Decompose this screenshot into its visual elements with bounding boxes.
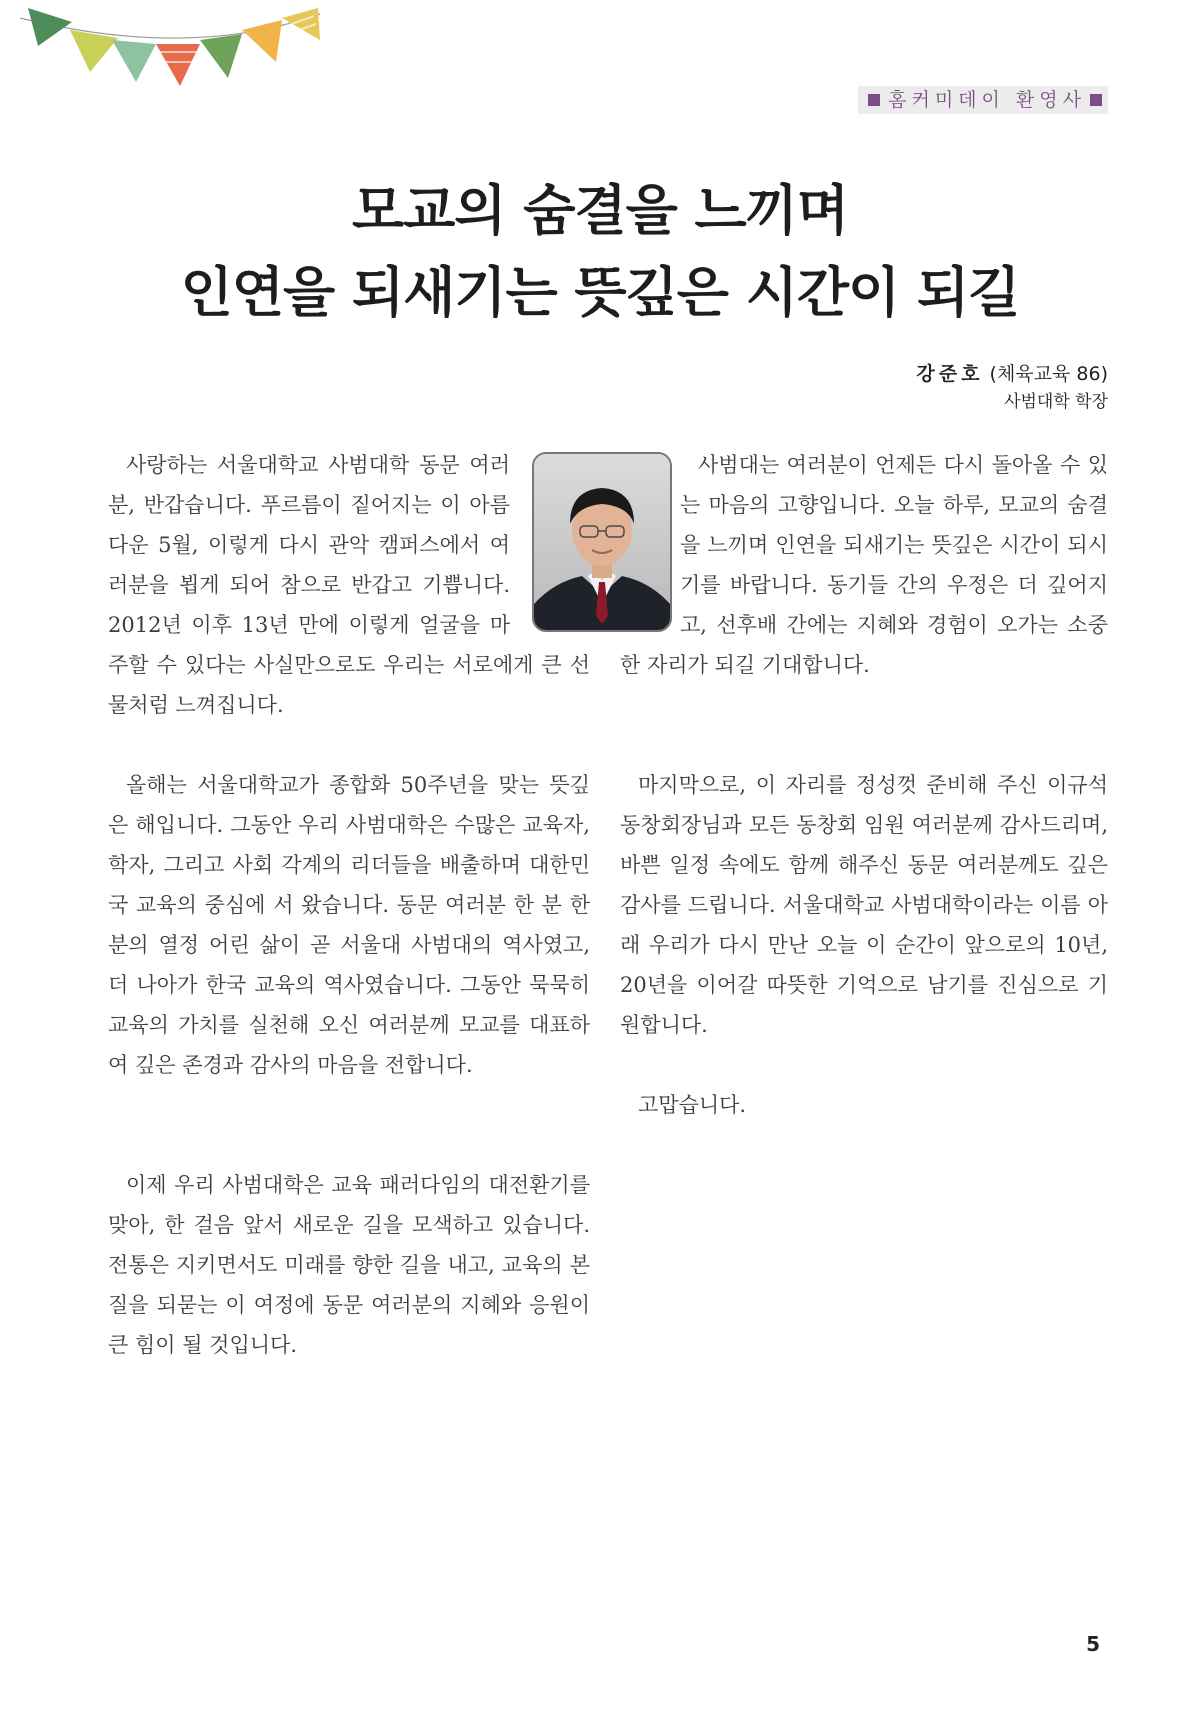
page-title: [0, 170, 1200, 334]
section-tag: [858, 86, 1108, 114]
bunting-flag: [112, 40, 156, 82]
paragraph-6: 고맙습니다.: [638, 1093, 747, 1117]
author-name: 강준호: [916, 363, 984, 385]
tag-square-icon: [868, 94, 880, 106]
photo-wrap-spacer: [510, 445, 590, 621]
bunting-flag: [70, 30, 118, 72]
author-block: [916, 360, 1108, 416]
bunting-flag: [242, 20, 282, 62]
author-affiliation: (체육교육 86): [989, 363, 1108, 385]
paragraph-4: 사범대는 여러분이 언제든 다시 돌아올 수 있는 마음의 고향입니다. 오늘 하루, 모교의 숨결을 느끼며 인연을 되새기는 뜻깊은 시간이 되시기를 바랍니다. 동기들 간의 우정은 더 깊어지고, 선후배 간에는 지혜와 경험이 오가는 소중한 자리가 되길 기대합니다.: [620, 445, 1108, 685]
page-number: 5: [1086, 1632, 1100, 1656]
paragraph-5: 마지막으로, 이 자리를 정성껏 준비해 주신 이규석 동창회장님과 모든 동창회 임원 여러분께 감사드리며, 바쁜 일정 속에도 함께 해주신 동문 여러분께도 깊은 감사를 드립니다. 서울대학교 사범대학이라는 이름 아래 우리가 다시 만난 오늘 이 순간이 앞으로의 10년, 20년을 이어갈 따뜻한 기억으로 남기를 진심으로 기원합니다.: [620, 773, 1108, 1037]
paragraph-1: 사랑하는 서울대학교 사범대학 동문 여러분, 반갑습니다. 푸르름이 짙어지는 이 아름다운 5월, 이렇게 다시 관악 캠퍼스에서 여러분을 뵙게 되어 참으로 반갑고 기쁩니다. 2012년 이후 13년 만에 이렇게 얼굴을 마주할 수 있다는 사실만으로도 우리는 서로에게 큰 선물처럼 느껴집니다.: [108, 445, 590, 725]
section-tag-label: 홈커미데이 환영사: [888, 89, 1086, 111]
title-line-2: 인연을 되새기는 뜻깊은 시간이 되길: [180, 261, 1020, 324]
photo-wrap-spacer: [620, 445, 680, 621]
bunting-flag: [156, 44, 200, 86]
bunting-flag: [200, 34, 242, 78]
bunting-flag: [28, 8, 72, 46]
paragraph-3: 이제 우리 사범대학은 교육 패러다임의 대전환기를 맞아, 한 걸음 앞서 새로운 길을 모색하고 있습니다. 전통은 지키면서도 미래를 향한 길을 내고, 교육의 본질을 되묻는 이 여정에 동문 여러분의 지혜와 응원이 큰 힘이 될 것입니다.: [108, 1173, 590, 1357]
author-position: 사범대학 학장: [1004, 392, 1108, 412]
title-line-1: 모교의 숨결을 느끼며: [351, 179, 849, 242]
tag-square-icon: [1090, 94, 1102, 106]
paragraph-2: 올해는 서울대학교가 종합화 50주년을 맞는 뜻깊은 해입니다. 그동안 우리 사범대학은 수많은 교육자, 학자, 그리고 사회 각계의 리더들을 배출하며 대한민국 교육의 중심에 서 왔습니다. 동문 여러분 한 분 한 분의 열정 어린 삶이 곧 서울대 사범대의 역사였고, 더 나아가 한국 교육의 역사였습니다. 그동안 묵묵히 교육의 가치를 실천해 오신 여러분께 모교를 대표하여 깊은 존경과 감사의 마음을 전합니다.: [108, 773, 590, 1077]
bunting-decoration: [20, 0, 360, 95]
